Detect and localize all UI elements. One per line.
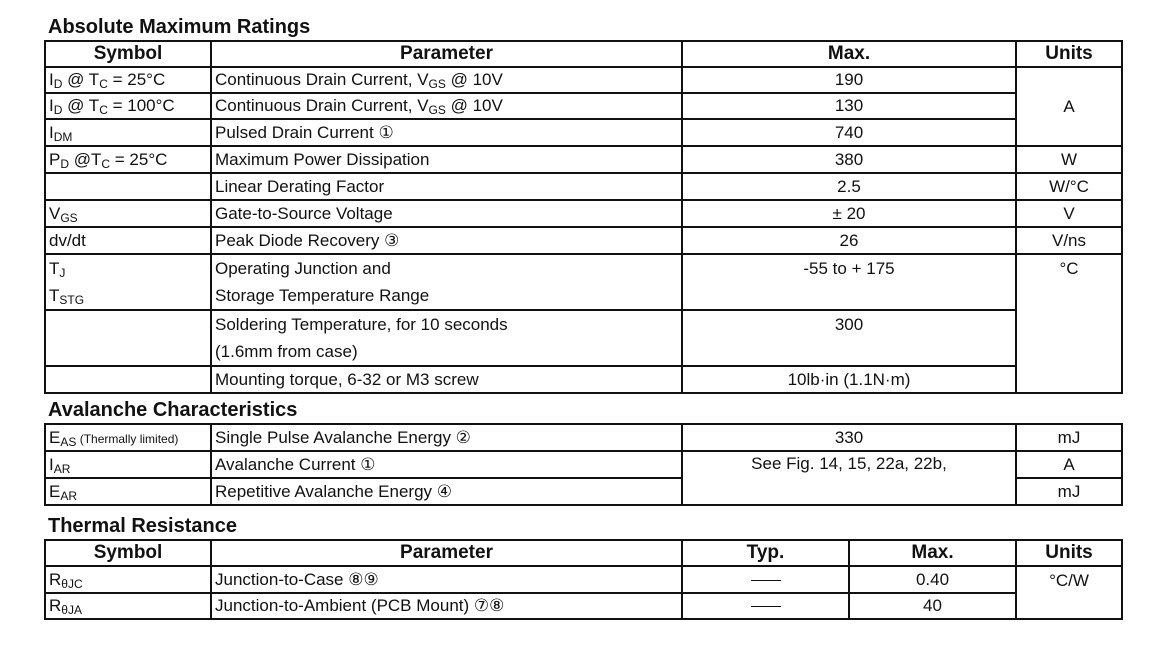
header-symbol: Symbol <box>45 41 211 67</box>
table-row <box>45 451 1122 478</box>
units-cell: W/°C <box>1016 173 1122 200</box>
header-units: Units <box>1016 540 1122 566</box>
max-cell: See Fig. 14, 15, 22a, 22b, <box>682 451 1016 505</box>
table-row <box>45 593 1122 619</box>
max-cell: 0.40 <box>849 566 1016 593</box>
symbol-cell <box>45 366 211 393</box>
table-row <box>45 146 1122 173</box>
parameter-cell: Gate-to-Source Voltage <box>211 200 682 227</box>
typ-cell <box>682 593 849 619</box>
symbol-cell: $R_{\theta JC}$ <box>45 566 211 593</box>
table-row <box>45 254 1122 310</box>
units-cell: mJ <box>1016 424 1122 451</box>
units-cell: mJ <box>1016 478 1122 505</box>
parameter-cell: Operating Junction and Storage Temperature Range <box>211 254 682 310</box>
symbol-cell: $E_{AS}$ (Thermally limited) <box>45 424 211 451</box>
units-cell: °C <box>1016 254 1122 393</box>
header-units: Units <box>1016 41 1122 67</box>
parameter-cell: Avalanche Current ① <box>211 451 682 478</box>
table-header-row <box>45 540 1122 566</box>
symbol-cell: $E_{AR}$ <box>45 478 211 505</box>
max-cell: 740 <box>682 119 1016 146</box>
table-row <box>45 424 1122 451</box>
symbol-cell: $T_J$ $T_{STG}$ <box>45 254 211 310</box>
parameter-cell: Single Pulse Avalanche Energy ② <box>211 424 682 451</box>
parameter-cell: Repetitive Avalanche Energy ④ <box>211 478 682 505</box>
section-title-absolute-maximum-ratings: Absolute Maximum Ratings <box>48 16 311 38</box>
max-cell: 26 <box>682 227 1016 254</box>
table-header-row <box>45 41 1122 67</box>
symbol-cell: $V_{GS}$ <box>45 200 211 227</box>
parameter-cell: Continuous Drain Current, $V_{GS}$ @ 10V <box>211 67 682 93</box>
units-cell: V <box>1016 200 1122 227</box>
max-cell: 130 <box>682 93 1016 119</box>
parameter-cell: Maximum Power Dissipation <box>211 146 682 173</box>
max-cell: ± 20 <box>682 200 1016 227</box>
max-cell: 190 <box>682 67 1016 93</box>
header-typ: Typ. <box>682 540 849 566</box>
symbol-cell: $I_{DM}$ <box>45 119 211 146</box>
parameter-cell: Linear Derating Factor <box>211 173 682 200</box>
max-cell: 10lb·in (1.1N·m) <box>682 366 1016 393</box>
symbol-cell <box>45 310 211 366</box>
symbol-cell: $R_{\theta JA}$ <box>45 593 211 619</box>
parameter-cell: Continuous Drain Current, $V_{GS}$ @ 10V <box>211 93 682 119</box>
units-cell: °C/W <box>1016 566 1122 619</box>
table-row <box>45 227 1122 254</box>
units-cell: W <box>1016 146 1122 173</box>
section-title-avalanche-characteristics: Avalanche Characteristics <box>48 399 298 421</box>
parameter-cell: Junction-to-Case ⑧⑨ <box>211 566 682 593</box>
header-parameter: Parameter <box>211 41 682 67</box>
units-cell: A <box>1016 67 1122 146</box>
table-row <box>45 200 1122 227</box>
table-row <box>45 93 1122 119</box>
symbol-cell: $I_{AR}$ <box>45 451 211 478</box>
table-row <box>45 119 1122 146</box>
parameter-cell: Mounting torque, 6-32 or M3 screw <box>211 366 682 393</box>
header-max: Max. <box>849 540 1016 566</box>
units-cell: V/ns <box>1016 227 1122 254</box>
section-title-thermal-resistance: Thermal Resistance <box>48 515 237 537</box>
parameter-cell: Junction-to-Ambient (PCB Mount) ⑦⑧ <box>211 593 682 619</box>
symbol-cell: $P_D$ $@T_C = 25^\circ C$ <box>45 146 211 173</box>
symbol-cell: $I_D$ @ $T_C = 100^\circ C$ <box>45 93 211 119</box>
max-cell: -55 to + 175 <box>682 254 1016 310</box>
absolute-maximum-ratings-table <box>44 40 1123 394</box>
max-cell: 2.5 <box>682 173 1016 200</box>
typ-cell <box>682 566 849 593</box>
table-row <box>45 310 1122 366</box>
table-row <box>45 566 1122 593</box>
parameter-cell: Pulsed Drain Current ① <box>211 119 682 146</box>
dash-mark <box>751 606 781 607</box>
header-parameter: Parameter <box>211 540 682 566</box>
symbol-cell <box>45 173 211 200</box>
max-cell: 40 <box>849 593 1016 619</box>
header-symbol: Symbol <box>45 540 211 566</box>
parameter-cell: Peak Diode Recovery ③ <box>211 227 682 254</box>
max-cell: 330 <box>682 424 1016 451</box>
avalanche-characteristics-table <box>44 423 1123 506</box>
units-cell: A <box>1016 451 1122 478</box>
dash-mark <box>751 580 781 581</box>
table-row <box>45 173 1122 200</box>
max-cell: 300 <box>682 310 1016 366</box>
symbol-cell: dv/dt <box>45 227 211 254</box>
table-row <box>45 366 1122 393</box>
header-max: Max. <box>682 41 1016 67</box>
thermal-resistance-table <box>44 539 1123 620</box>
max-cell: 380 <box>682 146 1016 173</box>
table-row <box>45 67 1122 93</box>
parameter-cell: Soldering Temperature, for 10 seconds (1.6mm from case) <box>211 310 682 366</box>
symbol-cell: $I_D$ @ $T_C = 25^\circ C$ <box>45 67 211 93</box>
